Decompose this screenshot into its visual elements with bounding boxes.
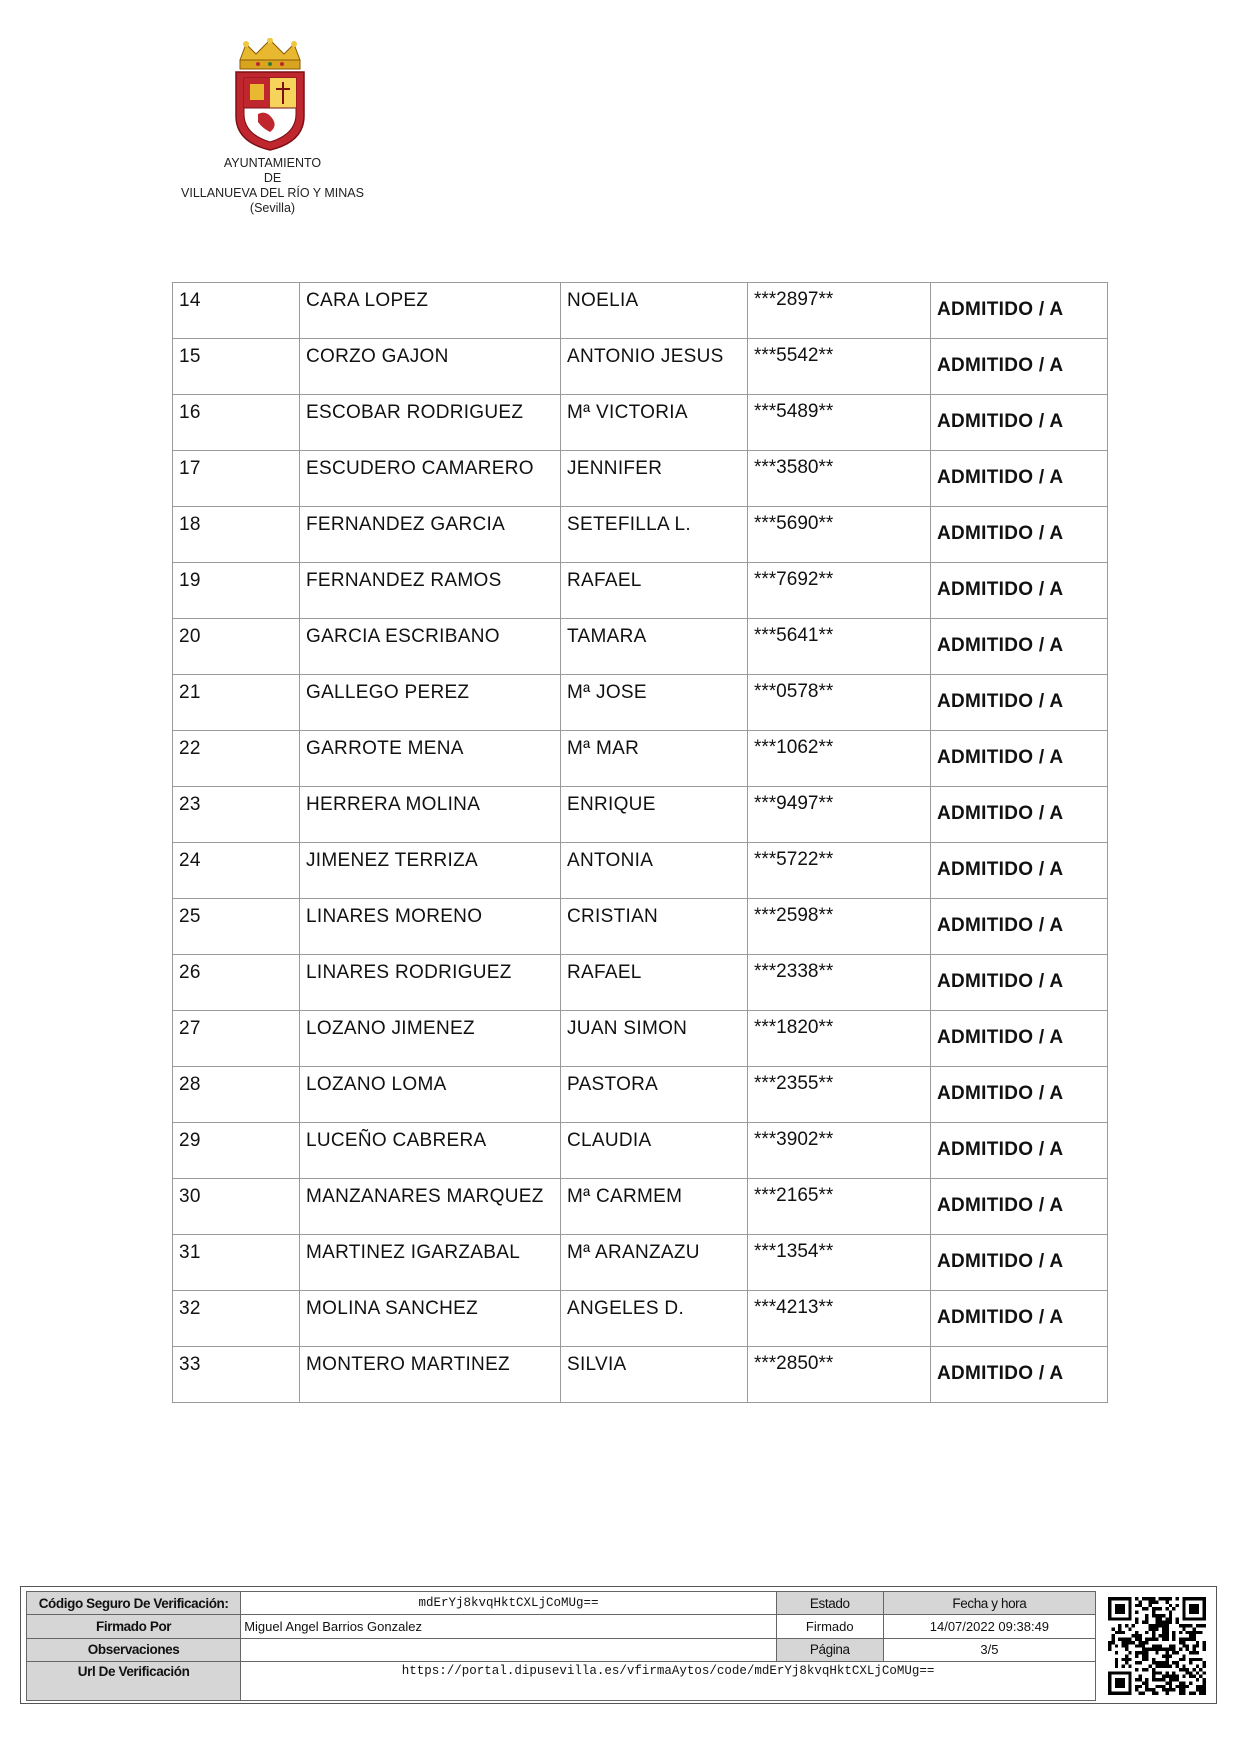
row-number-cell [173,563,300,619]
pagina-value: 3/5 [883,1638,1095,1661]
table-row [173,787,1108,843]
row-first-name: RAFAEL [567,570,642,591]
observaciones-value [241,1638,777,1661]
row-dni-cell [748,507,931,563]
row-dni: ***7692** [754,569,834,590]
row-number: 23 [179,794,201,815]
row-status-cell [931,1123,1108,1179]
row-number: 26 [179,962,201,983]
row-first-name: RAFAEL [567,962,642,983]
row-surname: MANZANARES MARQUEZ [306,1186,544,1207]
row-first-name: SILVIA [567,1354,627,1375]
row-surname: CARA LOPEZ [306,290,429,311]
row-status: ADMITIDO / A [937,803,1064,824]
row-number-cell [173,339,300,395]
table-row [173,507,1108,563]
firmado-por-label: Firmado Por [27,1615,241,1638]
table-row [173,675,1108,731]
row-surname: ESCOBAR RODRIGUEZ [306,402,524,423]
row-surname-cell [300,1235,561,1291]
row-status: ADMITIDO / A [937,691,1064,712]
row-number: 25 [179,906,201,927]
row-number-cell [173,1123,300,1179]
row-first-name-cell [561,1123,748,1179]
row-dni: ***5489** [754,401,834,422]
row-number: 20 [179,626,201,647]
table-row [173,339,1108,395]
row-number-cell [173,395,300,451]
row-status: ADMITIDO / A [937,915,1064,936]
row-number-cell [173,731,300,787]
row-dni: ***4213** [754,1297,834,1318]
row-surname: LUCEÑO CABRERA [306,1130,487,1151]
row-number: 15 [179,346,201,367]
row-status: ADMITIDO / A [937,1083,1064,1104]
row-number-cell [173,843,300,899]
row-status-cell [931,1347,1108,1403]
estado-value: Firmado [776,1615,883,1638]
estado-label: Estado [776,1592,883,1615]
table-row [173,955,1108,1011]
row-surname: LOZANO LOMA [306,1074,447,1095]
row-first-name: Mª VICTORIA [567,402,688,423]
row-dni: ***1354** [754,1241,834,1262]
row-first-name-cell [561,1011,748,1067]
row-first-name: PASTORA [567,1074,659,1095]
row-first-name: Mª ARANZAZU [567,1242,700,1263]
row-surname-cell [300,955,561,1011]
firmado-por-value: Miguel Angel Barrios Gonzalez [241,1615,777,1638]
row-first-name: Mª JOSE [567,682,647,703]
row-surname: MONTERO MARTINEZ [306,1354,510,1375]
row-surname: JIMENEZ TERRIZA [306,850,478,871]
row-dni-cell [748,395,931,451]
row-dni: ***2897** [754,289,834,310]
row-surname-cell [300,339,561,395]
row-status-cell [931,899,1108,955]
row-dni-cell [748,1179,931,1235]
row-surname-cell [300,1067,561,1123]
row-dni: ***2598** [754,905,834,926]
row-first-name: CLAUDIA [567,1130,652,1151]
row-surname-cell [300,675,561,731]
row-dni-cell [748,451,931,507]
row-surname-cell [300,283,561,339]
row-surname-cell [300,451,561,507]
row-number-cell [173,787,300,843]
pagina-label: Página [776,1638,883,1661]
row-status-cell [931,955,1108,1011]
table-row [173,451,1108,507]
row-first-name: Mª MAR [567,738,640,759]
table-row [173,395,1108,451]
organization-name [150,156,395,216]
row-number: 32 [179,1298,201,1319]
row-status: ADMITIDO / A [937,747,1064,768]
verification-url-link[interactable]: https://portal.dipusevilla.es/vfirmaAytos/code/mdErYj8kvqHktCXLjCoMUg== [241,1661,1096,1700]
row-surname: GARCIA ESCRIBANO [306,626,500,647]
row-dni-cell [748,899,931,955]
row-first-name-cell [561,899,748,955]
row-dni: ***5542** [754,345,834,366]
row-status: ADMITIDO / A [937,1139,1064,1160]
row-surname-cell [300,1123,561,1179]
row-surname: FERNANDEZ RAMOS [306,570,502,591]
fecha-value: 14/07/2022 09:38:49 [883,1615,1095,1638]
row-status-cell [931,619,1108,675]
row-first-name: JUAN SIMON [567,1018,688,1039]
row-dni-cell [748,787,931,843]
row-dni: ***0578** [754,681,834,702]
row-status: ADMITIDO / A [937,355,1064,376]
row-dni: ***2355** [754,1073,834,1094]
observaciones-label: Observaciones [27,1638,241,1661]
row-dni: ***5722** [754,849,834,870]
row-dni-cell [748,1347,931,1403]
row-first-name-cell [561,1235,748,1291]
row-status: ADMITIDO / A [937,635,1064,656]
row-status: ADMITIDO / A [937,1363,1064,1384]
org-line: AYUNTAMIENTO [223,156,322,170]
row-dni-cell [748,955,931,1011]
row-first-name: TAMARA [567,626,647,647]
csv-value: mdErYj8kvqHktCXLjCoMUg== [241,1592,777,1615]
row-dni: ***9497** [754,793,834,814]
table-row [173,1067,1108,1123]
row-status-cell [931,675,1108,731]
row-status: ADMITIDO / A [937,971,1064,992]
row-number: 17 [179,458,201,479]
row-status-cell [931,395,1108,451]
table-row [173,1011,1108,1067]
row-dni-cell [748,731,931,787]
row-number-cell [173,1235,300,1291]
row-dni-cell [748,619,931,675]
row-surname-cell [300,1179,561,1235]
row-number-cell [173,283,300,339]
row-surname: CORZO GAJON [306,346,449,367]
row-first-name-cell [561,675,748,731]
row-first-name-cell [561,451,748,507]
row-first-name: CRISTIAN [567,906,659,927]
row-surname-cell [300,395,561,451]
table-row [173,843,1108,899]
row-number-cell [173,675,300,731]
row-status-cell [931,1291,1108,1347]
row-surname: HERRERA MOLINA [306,794,481,815]
row-first-name: ANTONIO JESUS [567,346,724,367]
row-dni: ***2850** [754,1353,834,1374]
row-surname-cell [300,787,561,843]
row-dni-cell [748,675,931,731]
org-line: VILLANUEVA DEL RÍO Y MINAS [181,186,364,200]
row-status: ADMITIDO / A [937,411,1064,432]
row-status-cell [931,1179,1108,1235]
row-status: ADMITIDO / A [937,1251,1064,1272]
row-status: ADMITIDO / A [937,1027,1064,1048]
row-surname: LINARES RODRIGUEZ [306,962,512,983]
row-surname-cell [300,1291,561,1347]
table-row [173,563,1108,619]
row-surname: ESCUDERO CAMARERO [306,458,534,479]
coat-of-arms-icon [228,38,312,154]
row-first-name: Mª CARMEM [567,1186,683,1207]
row-dni: ***5641** [754,625,834,646]
table-row [173,619,1108,675]
row-first-name: SETEFILLA L. [567,514,691,535]
row-status-cell [931,1067,1108,1123]
signature-block [20,1586,1217,1704]
row-number-cell [173,1011,300,1067]
row-status: ADMITIDO / A [937,579,1064,600]
row-number: 24 [179,850,201,871]
row-first-name-cell [561,1291,748,1347]
row-dni-cell [748,1067,931,1123]
row-status: ADMITIDO / A [937,1195,1064,1216]
row-number: 30 [179,1186,201,1207]
row-number-cell [173,1347,300,1403]
row-surname: FERNANDEZ GARCIA [306,514,506,535]
csv-label: Código Seguro De Verificación: [27,1592,241,1615]
row-first-name-cell [561,563,748,619]
row-status-cell [931,451,1108,507]
row-dni: ***3580** [754,457,834,478]
qr-code-icon[interactable] [1108,1597,1206,1695]
row-number-cell [173,899,300,955]
row-status: ADMITIDO / A [937,299,1064,320]
row-first-name-cell [561,395,748,451]
row-first-name-cell [561,507,748,563]
signature-table [26,1591,1096,1701]
row-first-name: NOELIA [567,290,639,311]
row-surname: LINARES MORENO [306,906,483,927]
org-line: DE [263,171,282,185]
row-number-cell [173,507,300,563]
row-surname-cell [300,507,561,563]
row-status-cell [931,283,1108,339]
row-dni-cell [748,1011,931,1067]
row-dni: ***2165** [754,1185,834,1206]
table-row [173,731,1108,787]
row-first-name-cell [561,1067,748,1123]
row-status: ADMITIDO / A [937,467,1064,488]
row-dni-cell [748,1123,931,1179]
row-dni: ***1062** [754,737,834,758]
row-number-cell [173,1179,300,1235]
row-first-name-cell [561,787,748,843]
row-status: ADMITIDO / A [937,1307,1064,1328]
row-status-cell [931,1011,1108,1067]
row-surname: GALLEGO PEREZ [306,682,470,703]
row-first-name: ANGELES D. [567,1298,685,1319]
row-number: 21 [179,682,201,703]
row-dni-cell [748,1291,931,1347]
row-surname: MARTINEZ IGARZABAL [306,1242,521,1263]
row-number: 27 [179,1018,201,1039]
row-number: 14 [179,290,201,311]
row-dni: ***3902** [754,1129,834,1150]
row-surname-cell [300,899,561,955]
table-row [173,283,1108,339]
org-line: (Sevilla) [249,201,296,215]
table-row [173,1347,1108,1403]
row-first-name: ANTONIA [567,850,654,871]
row-status-cell [931,339,1108,395]
row-surname-cell [300,731,561,787]
row-dni-cell [748,1235,931,1291]
row-dni-cell [748,339,931,395]
row-surname-cell [300,563,561,619]
fecha-label: Fecha y hora [883,1592,1095,1615]
row-first-name-cell [561,619,748,675]
row-status-cell [931,843,1108,899]
row-first-name-cell [561,339,748,395]
table-row [173,1291,1108,1347]
admitted-list-table [172,282,1108,1403]
row-number: 28 [179,1074,201,1095]
row-number: 18 [179,514,201,535]
table-row [173,1179,1108,1235]
row-surname-cell [300,1347,561,1403]
row-surname-cell [300,1011,561,1067]
url-label: Url De Verificación [27,1661,241,1700]
row-first-name-cell [561,731,748,787]
row-surname: MOLINA SANCHEZ [306,1298,479,1319]
row-number-cell [173,1291,300,1347]
row-number-cell [173,1067,300,1123]
row-dni-cell [748,283,931,339]
row-surname: GARROTE MENA [306,738,464,759]
table-row [173,1235,1108,1291]
row-first-name-cell [561,1347,748,1403]
row-number: 19 [179,570,201,591]
row-status-cell [931,507,1108,563]
row-status-cell [931,731,1108,787]
row-first-name: JENNIFER [567,458,663,479]
row-status-cell [931,787,1108,843]
row-status: ADMITIDO / A [937,523,1064,544]
row-number: 33 [179,1354,201,1375]
table-row [173,1123,1108,1179]
row-dni-cell [748,843,931,899]
row-number-cell [173,451,300,507]
row-first-name-cell [561,955,748,1011]
row-first-name: ENRIQUE [567,794,656,815]
row-dni: ***2338** [754,961,834,982]
row-dni: ***5690** [754,513,834,534]
row-status-cell [931,563,1108,619]
table-row [173,899,1108,955]
row-status-cell [931,1235,1108,1291]
row-number-cell [173,619,300,675]
row-number: 16 [179,402,201,423]
row-first-name-cell [561,1179,748,1235]
row-number-cell [173,955,300,1011]
row-first-name-cell [561,843,748,899]
row-number: 29 [179,1130,201,1151]
row-surname: LOZANO JIMENEZ [306,1018,475,1039]
row-number: 31 [179,1242,201,1263]
row-dni-cell [748,563,931,619]
row-number: 22 [179,738,201,759]
row-surname-cell [300,619,561,675]
row-surname-cell [300,843,561,899]
row-first-name-cell [561,283,748,339]
row-status: ADMITIDO / A [937,859,1064,880]
row-dni: ***1820** [754,1017,834,1038]
